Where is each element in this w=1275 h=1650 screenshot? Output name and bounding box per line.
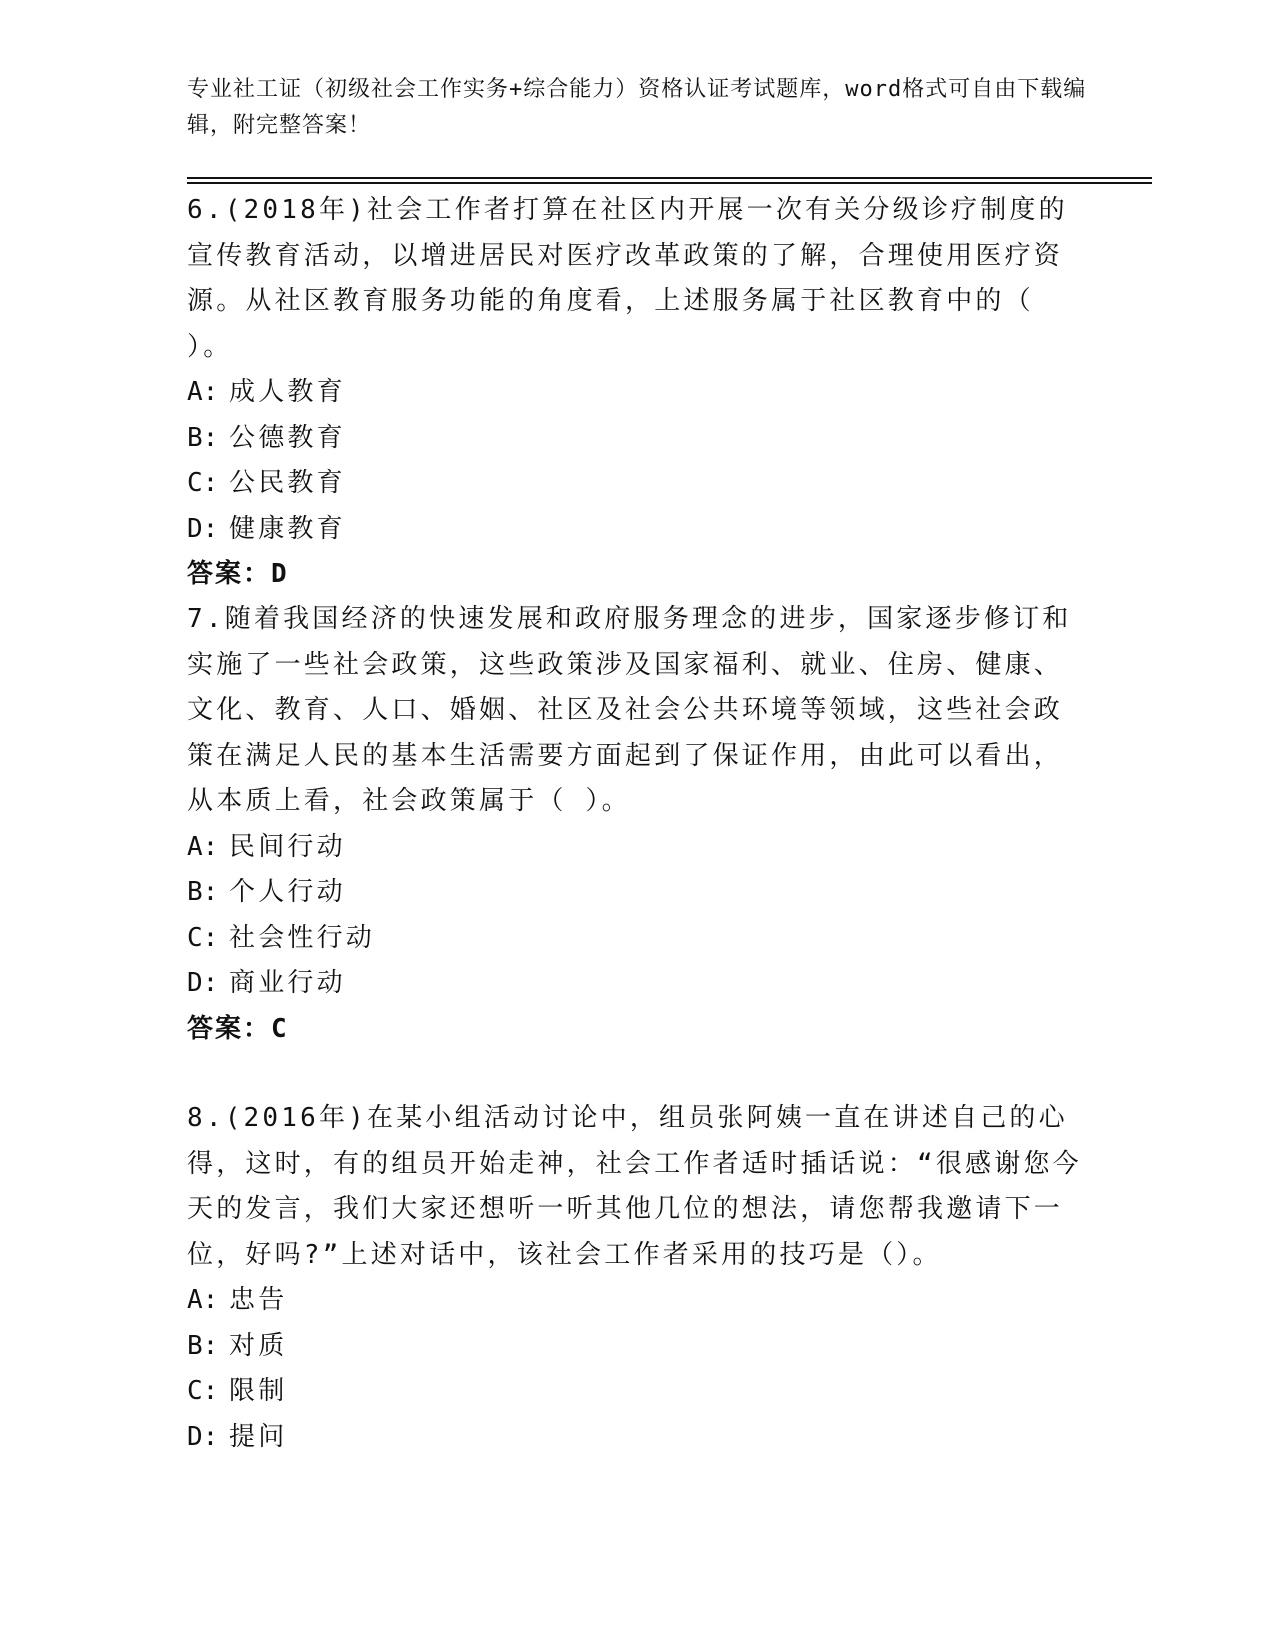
option-letter: C:: [187, 1376, 219, 1406]
document-header: 专业社工证（初级社会工作实务+综合能力）资格认证考试题库，word格式可自由下载编辑，附完整答案！: [187, 77, 1087, 138]
option-text: 健康教育: [229, 513, 346, 544]
option-b: [187, 416, 1087, 462]
option-letter: A:: [187, 377, 219, 407]
option-letter: B:: [187, 1330, 219, 1361]
option-d: [187, 961, 1087, 1007]
option-letter: D:: [187, 968, 219, 998]
option-d: [187, 1415, 1087, 1461]
answer-value: C: [271, 1013, 289, 1044]
header-divider-top: [187, 177, 1152, 179]
option-text: 成人教育: [229, 377, 346, 407]
answer-label: 答案：: [187, 1013, 272, 1044]
option-text: 对质: [229, 1330, 288, 1361]
option-letter: C:: [187, 468, 219, 498]
question-8: [187, 1096, 1087, 1460]
option-text: 个人行动: [229, 877, 346, 907]
option-letter: D:: [187, 513, 219, 544]
option-b: [187, 870, 1087, 916]
option-text: 社会性行动: [229, 922, 376, 953]
header-divider-bottom: [187, 182, 1152, 184]
option-a: [187, 825, 1087, 871]
option-letter: D:: [187, 1421, 219, 1452]
answer-line: [187, 552, 1087, 598]
answer-line: [187, 1007, 1087, 1053]
question-7: [187, 597, 1087, 1052]
option-b: [187, 1324, 1087, 1370]
option-text: 限制: [229, 1376, 288, 1406]
option-text: 民间行动: [229, 831, 346, 862]
option-c: [187, 1369, 1087, 1415]
option-a: [187, 370, 1087, 416]
option-letter: C:: [187, 922, 219, 953]
option-text: 忠告: [229, 1285, 288, 1315]
option-text: 公德教育: [229, 422, 346, 453]
answer-value: D: [271, 559, 289, 589]
question-stem: 6.(2018年)社会工作者打算在社区内开展一次有关分级诊疗制度的宣传教育活动，以增进居民对医疗改革政策的了解，合理使用医疗资源。从社区教育服务功能的角度看，上述服务属于社区教育中的（ ）。: [187, 195, 1068, 362]
option-text: 提问: [229, 1421, 288, 1452]
option-text: 公民教育: [229, 468, 346, 498]
option-c: [187, 916, 1087, 962]
question-6: [187, 188, 1087, 598]
question-stem: 8.(2016年)在某小组活动讨论中，组员张阿姨一直在讲述自己的心得，这时，有的组员开始走神，社会工作者适时插话说：“很感谢您今天的发言，我们大家还想听一听其他几位的想法，请您帮我邀请下一位，好吗?”上述对话中，该社会工作者采用的技巧是（）。: [187, 1103, 1082, 1270]
option-c: [187, 461, 1087, 507]
option-d: [187, 507, 1087, 553]
option-letter: B:: [187, 877, 219, 907]
answer-label: 答案：: [187, 559, 272, 589]
question-stem: 7.随着我国经济的快速发展和政府服务理念的进步，国家逐步修订和实施了一些社会政策，这些政策涉及国家福利、就业、住房、健康、文化、教育、人口、婚姻、社区及社会公共环境等领域，这些社会政策在满足人民的基本生活需要方面起到了保证作用，由此可以看出，从本质上看，社会政策属于（ ）。: [187, 604, 1072, 816]
option-text: 商业行动: [229, 968, 346, 998]
option-letter: A:: [187, 1285, 219, 1315]
option-letter: B:: [187, 422, 219, 453]
option-a: [187, 1278, 1087, 1324]
option-letter: A:: [187, 831, 219, 862]
